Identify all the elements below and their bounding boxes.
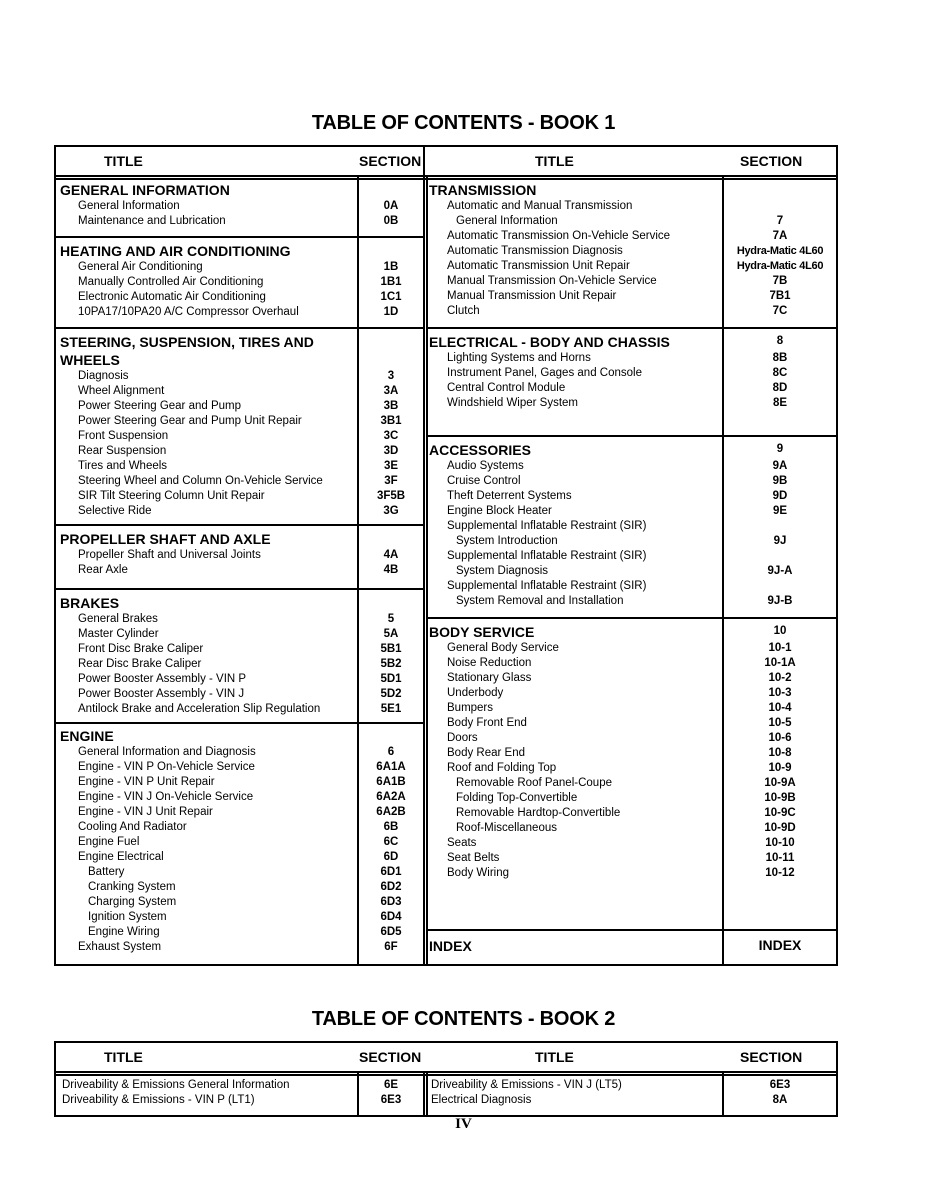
- book2-right-section-header: SECTION: [740, 1049, 803, 1065]
- left-entry-section: 6D5: [380, 926, 402, 938]
- right-entry-section: 10-5: [768, 717, 792, 729]
- right-entry: [56, 534, 836, 549]
- right-entry-title: Stationary Glass: [447, 672, 532, 684]
- right-entry: [56, 564, 836, 579]
- left-entry-title: Power Booster Assembly - VIN J: [78, 688, 245, 700]
- right-entry-title: General Body Service: [447, 642, 559, 654]
- right-entry-section: 10-6: [768, 732, 792, 744]
- right-entry-section: 10-9D: [764, 822, 796, 834]
- left-entry-section: 6B: [383, 821, 399, 833]
- right-entry-section: 7C: [772, 305, 788, 317]
- right-group-heading: ELECTRICAL - BODY AND CHASSIS: [429, 334, 670, 350]
- left-entry-section: 0B: [383, 215, 399, 227]
- left-entry-section: 5D2: [380, 688, 402, 700]
- right-group-divider: [426, 929, 836, 931]
- left-group-heading: STEERING, SUSPENSION, TIRES AND: [60, 334, 314, 350]
- right-entry-section: 7A: [772, 230, 788, 242]
- book1-left-section-header: SECTION: [359, 153, 422, 169]
- left-entry-title: Front Disc Brake Caliper: [78, 643, 204, 655]
- book1-right-section-header: SECTION: [740, 153, 803, 169]
- book2-right-entry-title: Electrical Diagnosis: [431, 1094, 532, 1106]
- left-entry-title: Engine - VIN J Unit Repair: [78, 806, 213, 818]
- right-entry: [56, 701, 836, 716]
- left-entry-title: Power Booster Assembly - VIN P: [78, 673, 247, 685]
- right-group-divider: [426, 327, 836, 329]
- right-entry: [56, 214, 836, 229]
- left-entry-title: Diagnosis: [78, 370, 129, 382]
- right-entry: [56, 519, 836, 534]
- right-entry-title: Body Front End: [447, 717, 527, 729]
- book1-table: [54, 145, 838, 966]
- right-entry-section: 10-9: [768, 762, 792, 774]
- right-entry-section: 8D: [772, 382, 788, 394]
- right-entry: [56, 686, 836, 701]
- right-entry-title: Automatic Transmission On-Vehicle Service: [447, 230, 671, 242]
- left-entry-section: 3E: [383, 460, 399, 472]
- left-entry-title: Selective Ride: [78, 505, 152, 517]
- right-entry: [56, 656, 836, 671]
- left-entry-title: Engine Electrical: [78, 851, 164, 863]
- left-entry-section: 5B1: [380, 643, 402, 655]
- right-group-divider: [426, 435, 836, 437]
- right-entry: [56, 274, 836, 289]
- right-entry-section: 9J-A: [767, 565, 793, 577]
- right-entry-section: 9D: [772, 490, 788, 502]
- right-entry-section: 9A: [772, 460, 788, 472]
- right-entry: [56, 671, 836, 686]
- right-entry-title: Seats: [447, 837, 477, 849]
- right-entry: [56, 549, 836, 564]
- right-entry-section: 9B: [772, 475, 788, 487]
- left-entry-title: Manually Controlled Air Conditioning: [78, 276, 264, 288]
- left-entry-section: 6D4: [380, 911, 402, 923]
- book2-left-entry-section: 6E: [383, 1079, 399, 1091]
- left-entry-title: Tires and Wheels: [78, 460, 168, 472]
- right-entry: [56, 746, 836, 761]
- left-entry-title: SIR Tilt Steering Column Unit Repair: [78, 490, 265, 502]
- book2-left-entry-section: 6E3: [380, 1094, 402, 1106]
- left-entry-title: Battery: [88, 866, 125, 878]
- right-entry: [56, 641, 836, 656]
- left-entry-section: 6D: [383, 851, 399, 863]
- right-entry-section: 7B1: [769, 290, 791, 302]
- left-entry-title: Cranking System: [88, 881, 176, 893]
- right-entry: [56, 791, 836, 806]
- right-entry-section: 10-9A: [764, 777, 796, 789]
- left-entry-section: 3: [387, 370, 395, 382]
- right-entry: [56, 259, 836, 274]
- left-entry-section: 3F5B: [376, 490, 406, 502]
- right-entry: [56, 836, 836, 851]
- right-entry-section: 8B: [772, 352, 788, 364]
- left-entry-title: Antilock Brake and Acceleration Slip Regulation: [78, 703, 321, 715]
- left-entry-section: 5A: [383, 628, 399, 640]
- right-entry: [56, 396, 836, 411]
- left-entry-section: 1D: [383, 306, 399, 318]
- right-entry-title: System Removal and Installation: [456, 595, 624, 607]
- right-entry-title: Supplemental Inflatable Restraint (SIR): [447, 520, 647, 532]
- book2-title: TABLE OF CONTENTS - BOOK 2: [311, 1008, 616, 1030]
- left-entry-section: 6D1: [380, 866, 402, 878]
- left-entry-title: Propeller Shaft and Universal Joints: [78, 549, 261, 561]
- left-entry-section: 4A: [383, 549, 399, 561]
- left-entry-section: 6: [387, 746, 395, 758]
- right-group-section-code: 8: [776, 335, 784, 347]
- left-entry-section: 5E1: [380, 703, 402, 715]
- right-group-heading: BODY SERVICE: [429, 624, 535, 640]
- left-group-heading-line2: WHEELS: [60, 352, 120, 368]
- right-entry-title: Supplemental Inflatable Restraint (SIR): [447, 580, 647, 592]
- right-group-heading: INDEX: [429, 938, 472, 954]
- book1-title: TABLE OF CONTENTS - BOOK 1: [311, 112, 616, 134]
- left-entry-title: General Air Conditioning: [78, 261, 203, 273]
- right-entry-title: Bumpers: [447, 702, 494, 714]
- left-entry-title: 10PA17/10PA20 A/C Compressor Overhaul: [78, 306, 299, 318]
- right-entry-title: Cruise Control: [447, 475, 521, 487]
- right-entry-title: Noise Reduction: [447, 657, 532, 669]
- left-entry-title: General Information: [78, 200, 180, 212]
- left-entry: [56, 910, 836, 925]
- left-entry-section: 3A: [383, 385, 399, 397]
- right-entry: [56, 351, 836, 366]
- right-entry-title: Automatic Transmission Diagnosis: [447, 245, 623, 257]
- left-entry-title: Exhaust System: [78, 941, 162, 953]
- left-group-divider: [56, 588, 423, 590]
- book2-left-entry-title: Driveability & Emissions - VIN P (LT1): [62, 1094, 255, 1106]
- right-entry: [56, 806, 836, 821]
- left-entry-title: Steering Wheel and Column On-Vehicle Service: [78, 475, 323, 487]
- right-entry-section: Hydra-Matic 4L60: [736, 260, 824, 272]
- right-entry-section: 10-4: [768, 702, 792, 714]
- right-entry-title: Roof-Miscellaneous: [456, 822, 557, 834]
- right-entry-section: 7: [776, 215, 784, 227]
- left-entry-title: Electronic Automatic Air Conditioning: [78, 291, 266, 303]
- left-entry-title: Engine Fuel: [78, 836, 140, 848]
- left-entry-section: 1C1: [380, 291, 402, 303]
- right-entry-section: 9J: [773, 535, 787, 547]
- right-entry-title: Manual Transmission On-Vehicle Service: [447, 275, 657, 287]
- right-entry-title: Lighting Systems and Horns: [447, 352, 591, 364]
- left-entry-section: 6A2B: [376, 806, 406, 818]
- left-entry-title: Rear Suspension: [78, 445, 167, 457]
- right-entry-section: 10-1: [768, 642, 792, 654]
- right-group-section-code: 9: [776, 443, 784, 455]
- left-entry: [56, 895, 836, 910]
- right-entry: [56, 504, 836, 519]
- left-entry-title: Engine Wiring: [88, 926, 160, 938]
- right-entry: [56, 594, 836, 609]
- right-entry: [56, 366, 836, 381]
- right-entry-section: 9J-B: [767, 595, 793, 607]
- right-entry-title: System Introduction: [456, 535, 558, 547]
- left-entry: [56, 880, 836, 895]
- book2-right-title-header: TITLE: [535, 1049, 574, 1065]
- right-entry: [56, 866, 836, 881]
- right-entry: [56, 489, 836, 504]
- left-entry-title: Power Steering Gear and Pump Unit Repair: [78, 415, 302, 427]
- left-entry: [56, 414, 836, 429]
- right-entry-section: 10-9C: [764, 807, 796, 819]
- left-entry-title: Charging System: [88, 896, 177, 908]
- left-entry-title: General Information and Diagnosis: [78, 746, 256, 758]
- left-entry-section: 3B: [383, 400, 399, 412]
- left-group-heading: BRAKES: [60, 595, 120, 611]
- left-group-divider: [56, 327, 423, 329]
- right-entry-title: Engine Block Heater: [447, 505, 552, 517]
- right-entry-section: 8C: [772, 367, 788, 379]
- right-entry-title: Body Rear End: [447, 747, 525, 759]
- right-group-heading: TRANSMISSION: [429, 182, 537, 198]
- left-entry-title: Rear Axle: [78, 564, 128, 576]
- left-entry-section: 3B1: [380, 415, 402, 427]
- right-entry-section: Hydra-Matic 4L60: [736, 245, 824, 257]
- right-entry-section: 7B: [772, 275, 788, 287]
- right-entry-title: Underbody: [447, 687, 504, 699]
- right-entry: [56, 381, 836, 396]
- left-entry-title: Ignition System: [88, 911, 167, 923]
- left-entry-section: 0A: [383, 200, 399, 212]
- left-entry-section: 6D3: [380, 896, 402, 908]
- right-group-section-code: INDEX: [758, 937, 802, 953]
- right-entry: [56, 821, 836, 836]
- left-group-divider: [56, 722, 423, 724]
- left-group-heading: PROPELLER SHAFT AND AXLE: [60, 531, 271, 547]
- right-entry: [56, 304, 836, 319]
- left-entry-section: 6A1B: [376, 776, 406, 788]
- right-entry-title: General Information: [456, 215, 558, 227]
- right-entry-section: 10-9B: [764, 792, 796, 804]
- left-entry-section: 6F: [384, 941, 398, 953]
- right-entry-section: 9E: [772, 505, 788, 517]
- right-entry-title: Automatic and Manual Transmission: [447, 200, 633, 212]
- book2-right-entry: [56, 1093, 836, 1108]
- right-entry: [56, 459, 836, 474]
- left-entry-title: Engine - VIN J On-Vehicle Service: [78, 791, 254, 803]
- left-entry-section: 5D1: [380, 673, 402, 685]
- left-entry-title: Maintenance and Lubrication: [78, 215, 226, 227]
- right-entry: [56, 776, 836, 791]
- book2-right-entry-title: Driveability & Emissions - VIN J (LT5): [431, 1079, 622, 1091]
- left-entry-section: 6C: [383, 836, 399, 848]
- right-group-divider: [426, 617, 836, 619]
- book2-left-entry-title: Driveability & Emissions General Information: [62, 1079, 290, 1091]
- right-entry: [56, 289, 836, 304]
- right-entry: [56, 851, 836, 866]
- left-entry-section: 3C: [383, 430, 399, 442]
- right-entry-section: 10-1A: [764, 657, 796, 669]
- left-entry-section: 6A2A: [376, 791, 406, 803]
- right-entry: [56, 731, 836, 746]
- book1-right-title-header: TITLE: [535, 153, 574, 169]
- left-entry-title: Engine - VIN P On-Vehicle Service: [78, 761, 255, 773]
- left-entry-title: Master Cylinder: [78, 628, 159, 640]
- right-entry-title: Windshield Wiper System: [447, 397, 579, 409]
- left-entry-section: 5B2: [380, 658, 402, 670]
- right-entry-title: Manual Transmission Unit Repair: [447, 290, 617, 302]
- left-entry-section: 1B1: [380, 276, 402, 288]
- book2-right-entry-section: 8A: [772, 1094, 788, 1106]
- left-group-heading: GENERAL INFORMATION: [60, 182, 230, 198]
- right-entry-title: Seat Belts: [447, 852, 500, 864]
- right-entry-title: Instrument Panel, Gages and Console: [447, 367, 642, 379]
- left-entry-title: Front Suspension: [78, 430, 169, 442]
- right-entry-title: System Diagnosis: [456, 565, 549, 577]
- left-entry-section: 3D: [383, 445, 399, 457]
- book2-left-section-header: SECTION: [359, 1049, 422, 1065]
- left-entry-title: General Brakes: [78, 613, 158, 625]
- left-entry-title: Wheel Alignment: [78, 385, 165, 397]
- right-entry: [56, 761, 836, 776]
- right-entry-title: Removable Hardtop-Convertible: [456, 807, 621, 819]
- left-entry-title: Engine - VIN P Unit Repair: [78, 776, 215, 788]
- right-entry-title: Central Control Module: [447, 382, 566, 394]
- left-entry-section: 3G: [383, 505, 399, 517]
- left-entry-section: 5: [387, 613, 395, 625]
- right-entry-title: Theft Deterrent Systems: [447, 490, 572, 502]
- right-entry-section: 8E: [772, 397, 788, 409]
- left-entry-title: Rear Disc Brake Caliper: [78, 658, 202, 670]
- left-entry-section: 6A1A: [376, 761, 406, 773]
- right-entry-section: 10-11: [765, 852, 795, 864]
- right-entry: [56, 199, 836, 214]
- right-entry-title: Doors: [447, 732, 478, 744]
- right-entry-title: Folding Top-Convertible: [456, 792, 578, 804]
- book2-right-entry: [56, 1078, 836, 1093]
- right-entry: [56, 474, 836, 489]
- right-entry-section: 10-12: [765, 867, 795, 879]
- right-entry-section: 10-8: [768, 747, 792, 759]
- right-entry-title: Removable Roof Panel-Coupe: [456, 777, 612, 789]
- left-entry-section: 3F: [384, 475, 398, 487]
- page-number: IV: [455, 1116, 472, 1132]
- left-group-heading: HEATING AND AIR CONDITIONING: [60, 243, 291, 259]
- left-entry-title: Cooling And Radiator: [78, 821, 187, 833]
- right-entry-title: Roof and Folding Top: [447, 762, 557, 774]
- right-entry-title: Automatic Transmission Unit Repair: [447, 260, 630, 272]
- book2-right-entry-section: 6E3: [769, 1079, 791, 1091]
- right-group-heading: ACCESSORIES: [429, 442, 531, 458]
- book2-left-title-header: TITLE: [104, 1049, 143, 1065]
- right-entry-title: Body Wiring: [447, 867, 509, 879]
- left-group-heading: ENGINE: [60, 728, 114, 744]
- right-entry: [56, 244, 836, 259]
- right-entry: [56, 579, 836, 594]
- right-group-section-code: 10: [773, 625, 787, 637]
- right-entry-section: 10-3: [768, 687, 792, 699]
- right-entry-title: Supplemental Inflatable Restraint (SIR): [447, 550, 647, 562]
- left-group-divider: [56, 524, 423, 526]
- left-entry-title: Power Steering Gear and Pump: [78, 400, 242, 412]
- book2-table: [54, 1041, 838, 1117]
- right-entry-section: 10-10: [765, 837, 795, 849]
- book1-left-title-header: TITLE: [104, 153, 143, 169]
- right-entry-title: Clutch: [447, 305, 480, 317]
- left-entry-section: 4B: [383, 564, 399, 576]
- right-entry-section: 10-2: [768, 672, 792, 684]
- left-group-divider: [56, 236, 423, 238]
- right-entry-title: Audio Systems: [447, 460, 524, 472]
- left-entry-section: 6D2: [380, 881, 402, 893]
- left-entry-section: 1B: [383, 261, 399, 273]
